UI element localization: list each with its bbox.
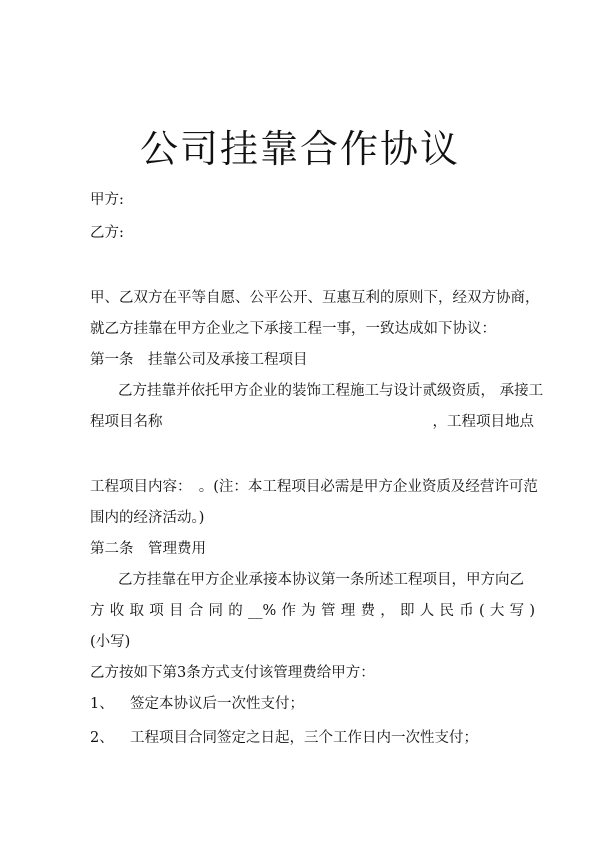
intro-line-2: 就乙方挂靠在甲方企业之下承接工程一事，一致达成如下协议：: [90, 321, 496, 337]
intro-line-1: 甲、乙双方在平等自愿、公平公开、互惠互利的原则下，经双方协商，: [90, 290, 540, 306]
document-title: 公司挂靠合作协议: [139, 127, 460, 171]
payment-item-text: 签定本协议后一次性支付；: [130, 696, 304, 712]
article-2-paragraph-line-3: (小写): [90, 634, 131, 650]
payment-item-text: 工程项目合同签定之日起，三个工作日内一次性支付；: [130, 730, 478, 746]
payment-item-number: 2、: [90, 730, 114, 746]
payment-intro: 乙方按如下第3条方式支付该管理费给甲方：: [90, 665, 375, 681]
article-2-paragraph-line-2: 方收取项目合同的__%作为管理费，即人民币(大写): [90, 603, 535, 619]
article-1-paragraph-2-line-1: 工程项目内容： 。(注：本工程项目必需是甲方企业资质及经营许可范: [90, 479, 538, 495]
project-location-label: ，工程项目地点: [432, 414, 534, 430]
project-name-label: 程项目名称: [90, 414, 163, 430]
article-2-paragraph-line-1: 乙方挂靠在甲方企业承接本协议第一条所述工程项目，甲方向乙: [118, 572, 524, 588]
article-1-paragraph-2-line-2: 围内的经济活动。): [90, 510, 205, 526]
payment-item: [90, 728, 535, 748]
article-2-heading: 第二条 管理费用: [90, 541, 206, 557]
article-1-heading: 第一条 挂靠公司及承接工程项目: [90, 352, 308, 368]
article-1-paragraph-1-line-1: 乙方挂靠并依托甲方企业的装饰工程施工与设计贰级资质， 承接工: [118, 383, 544, 399]
party-a-label: 甲方:: [90, 192, 124, 208]
payment-item-number: 1、: [90, 696, 114, 712]
article-1-paragraph-1-line-2: [90, 412, 535, 432]
party-b-label: 乙方:: [90, 225, 124, 241]
payment-item: [90, 694, 535, 714]
